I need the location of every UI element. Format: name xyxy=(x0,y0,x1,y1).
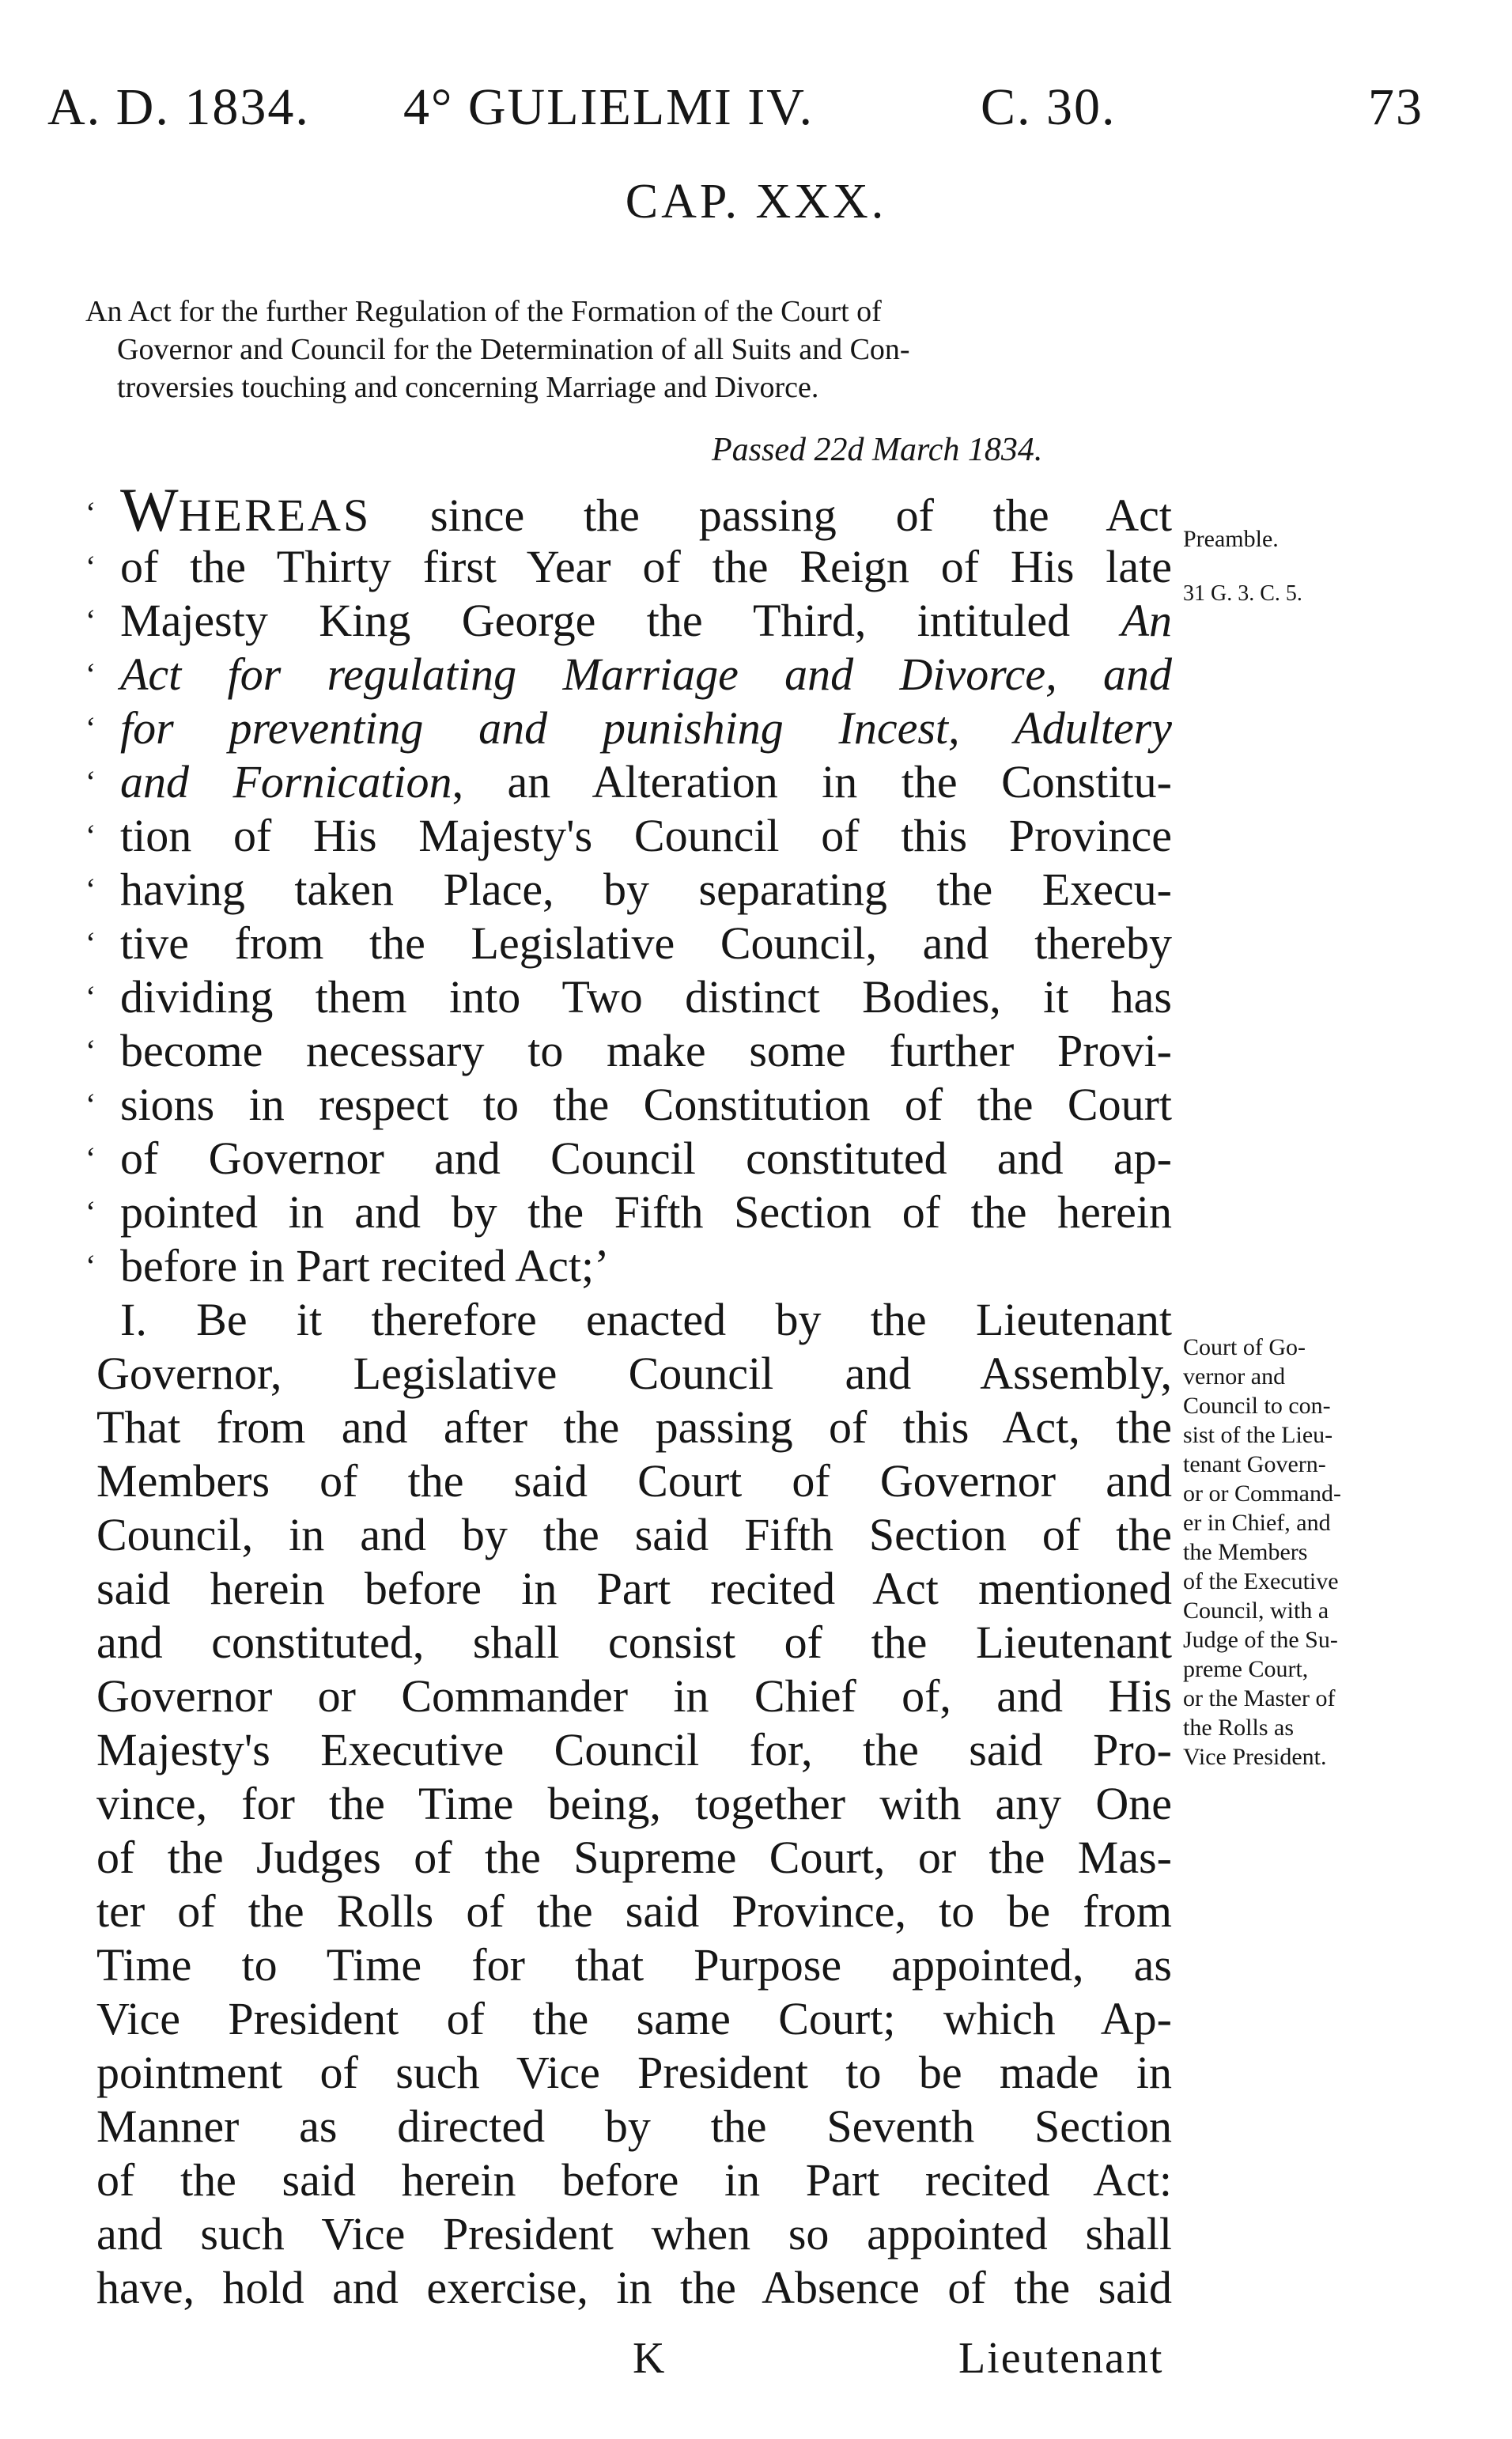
section-line: Time to Time for that Purpose appointed, as xyxy=(96,1939,1172,1991)
act-title-line: Governor and Council for the Determination of all Suits and Con- xyxy=(117,333,910,366)
section-line: vince, for the Time being, together with any One xyxy=(96,1778,1172,1829)
section-line: of the Judges of the Supreme Court, or the Mas- xyxy=(96,1832,1172,1883)
act-long-title xyxy=(85,293,1177,406)
section-line: Council, in and by the said Fifth Section of the xyxy=(96,1509,1172,1560)
section-line: Vice President of the same Court; which Ap- xyxy=(96,1993,1172,2044)
preamble-line: ‘ having taken Place, by separating the Execu- xyxy=(85,864,1172,915)
section-line: That from and after the passing of this Act, the xyxy=(96,1401,1172,1453)
preamble-line: ‘ Act for regulating Marriage and Divorce, and xyxy=(85,649,1172,700)
running-header xyxy=(47,78,1439,141)
preamble-line: ‘ and Fornication, an Alteration in the Constitu- xyxy=(85,756,1172,807)
section-line: Governor, Legislative Council and Assembly, xyxy=(96,1348,1172,1399)
preamble-line: ‘ tion of His Majesty's Council of this Province xyxy=(85,810,1172,861)
act-title-line: An Act for the further Regulation of the Formation of the Court of xyxy=(85,295,882,328)
section-line: and constituted, shall consist of the Lieutenant xyxy=(96,1617,1172,1668)
preamble-line: ‘ tive from the Legislative Council, and thereby xyxy=(85,917,1172,969)
page-number: 73 xyxy=(1368,78,1423,136)
margin-note-preamble: Preamble. xyxy=(1183,526,1279,552)
preamble-line: ‘ Majesty King George the Third, intituled An xyxy=(85,595,1172,646)
preamble-line: ‘ of the Thirty first Year of the Reign of His late xyxy=(85,541,1172,592)
preamble-line: ‘ before in Part recited Act;’ xyxy=(85,1240,610,1291)
preamble-line: ‘ of Governor and Council constituted and ap- xyxy=(85,1133,1172,1184)
preamble-line: ‘ for preventing and punishing Incest, Adultery xyxy=(85,702,1172,754)
drop-cap: W xyxy=(120,475,179,544)
section-line: pointment of such Vice President to be made in xyxy=(96,2047,1172,2098)
chapter-title: CAP. XXX. xyxy=(625,175,887,229)
section-line: Manner as directed by the Seventh Section xyxy=(96,2101,1172,2152)
header-year: A. D. 1834. xyxy=(47,78,310,136)
margin-note-statute-citation: 31 G. 3. C. 5. xyxy=(1183,581,1302,606)
signature-mark: K xyxy=(633,2334,665,2383)
act-title-line: troversies touching and concerning Marriage and Divorce. xyxy=(117,371,819,404)
section-line: said herein before in Part recited Act mentioned xyxy=(96,1563,1172,1614)
section-line: Members of the said Court of Governor and xyxy=(96,1455,1172,1507)
section-line: Governor or Commander in Chief of, and His xyxy=(96,1670,1172,1722)
section-line: I. Be it therefore enacted by the Lieutenant xyxy=(120,1294,1172,1345)
passed-date: Passed 22d March 1834. xyxy=(712,432,1043,468)
section-line: Majesty's Executive Council for, the said Pro- xyxy=(96,1724,1172,1775)
section-line: of the said herein before in Part recited Act: xyxy=(96,2154,1172,2206)
preamble-line: ‘ WHEREAS since the passing of the Act xyxy=(85,475,1172,544)
section-line: and such Vice President when so appointed shall xyxy=(96,2208,1172,2259)
margin-note-court-composition: Court of Go- vernor and Council to con- sist of the Lieu- tenant Govern- or or Command- er in Chief, and the Members of the Executive Council, with a Judge of the Su- preme Court, or the Master of the Rolls as Vice President. xyxy=(1183,1334,1341,1770)
header-chapter: C. 30. xyxy=(981,78,1117,136)
header-reign: 4° GULIELMI IV. xyxy=(403,78,814,136)
preamble-line: ‘ become necessary to make some further Provi- xyxy=(85,1025,1172,1076)
preamble-line: ‘ pointed in and by the Fifth Section of the herein xyxy=(85,1186,1172,1238)
section-line: ter of the Rolls of the said Province, to be from xyxy=(96,1885,1172,1937)
catchword: Lieutenant xyxy=(958,2334,1164,2383)
statute-body xyxy=(85,475,1172,2315)
preamble-line: ‘ dividing them into Two distinct Bodies, it has xyxy=(85,971,1172,1023)
section-line: have, hold and exercise, in the Absence of the said xyxy=(96,2262,1172,2313)
preamble-line: ‘ sions in respect to the Constitution of the Court xyxy=(85,1079,1172,1130)
